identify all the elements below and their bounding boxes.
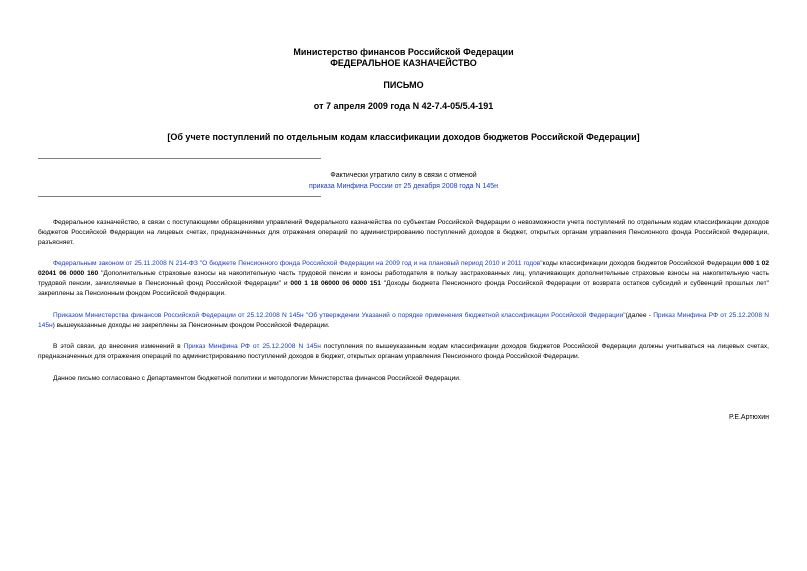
paragraph-order — [38, 311, 769, 331]
paragraph-text: "Дополнительные страховые взносы на накопительную часть трудовой пенсии и взносы работодателя в пользу застрахованных лиц, уплачивающих дополнительные страховые взносы на накопительную часть трудовой пенсии, зачисляемые в Пенсионный фонд Российской Федерации" и — [38, 270, 769, 287]
status-note-link-line — [260, 181, 547, 192]
top-divider — [38, 158, 321, 159]
paragraph-instructions — [38, 342, 769, 362]
signature: Р.Е.Артюхин — [729, 414, 769, 421]
order-link[interactable]: Приказом Министерства финансов Российской Федерации от 25.12.2008 N 145н "Об утверждении Указаний о порядке применения бюджетной классификации Российской Федерации" — [53, 312, 626, 319]
agency-heading: ФЕДЕРАЛЬНОЕ КАЗНАЧЕЙСТВО — [330, 58, 477, 68]
federal-law-link[interactable]: Федеральным законом от 25.11.2008 N 214-ФЗ "О бюджете Пенсионного фонда Российской Федерации на 2009 год и на плановый период 2010 и 2011 годов" — [53, 260, 543, 267]
paragraph-text: поступления по вышеуказанным кодам классификации доходов бюджетов Российской Федерации должны учитываться на лицевых счетах, предназначенных для отражения операций по администрированию поступлений доходов в бюджет, открытых органам управления Пенсионного фонда Российской Федерации. — [38, 343, 769, 360]
paragraph-intro: Федеральное казначейство, в связи с поступающими обращениями управлений Федерального казначейства по субъектам Российской Федерации о невозможности учета поступлений по отдельным кодам классификации доходов бюджетов Российской Федерации на лицевых счетах, предназначенных для отражения операций по администрированию поступлений доходов в бюджет, открытых органам управления Пенсионного фонда Российской Федерации, разъясняет. — [38, 219, 769, 246]
paragraph-agreement: Данное письмо согласовано с Департаментом бюджетной политики и методологии Министерства финансов Российской Федерации. — [53, 375, 461, 382]
doc-type-heading: ПИСЬМО — [383, 80, 424, 90]
paragraph-text: В этой связи, до внесения изменений в — [53, 343, 184, 350]
bottom-divider — [38, 196, 321, 197]
revenue-code: 000 1 18 06000 06 0000 151 — [290, 280, 381, 287]
order-reference-link[interactable]: Приказ Минфина РФ от 25.12.2008 N 145н — [183, 343, 321, 350]
paragraph-text: (далее - — [625, 312, 654, 319]
status-note-text: Фактически утратило силу в связи с отменой — [330, 172, 477, 179]
paragraph-federal-law — [38, 259, 769, 299]
ministry-heading: Министерство финансов Российской Федерации — [293, 47, 514, 57]
paragraph-text: коды классификации доходов бюджетов Российской Федерации — [542, 260, 743, 267]
document-title: [Об учете поступлений по отдельным кодам классификации доходов бюджетов Российской Федерации] — [167, 132, 640, 142]
paragraph-text: ) вышеуказанные доходы не закреплены за Пенсионным фондом Российской Федерации. — [52, 322, 330, 329]
revenue-code: 000 1 02 02041 06 0000 160 — [38, 260, 769, 277]
order-short-link[interactable]: Приказ Минфина РФ от 25.12.2008 N 145н — [38, 312, 769, 329]
date-number-heading: от 7 апреля 2009 года N 42-7.4-05/5.4-191 — [313, 101, 494, 111]
paragraph-text: "Доходы бюджета Пенсионного фонда Российской Федерации от возврата остатков субсидий и субвенций прошлых лет" закреплены за Пенсионным фондом Российской Федерации. — [38, 280, 769, 297]
status-note-link[interactable]: приказа Минфина России от 25 декабря 2008 года N 145н — [308, 183, 499, 190]
